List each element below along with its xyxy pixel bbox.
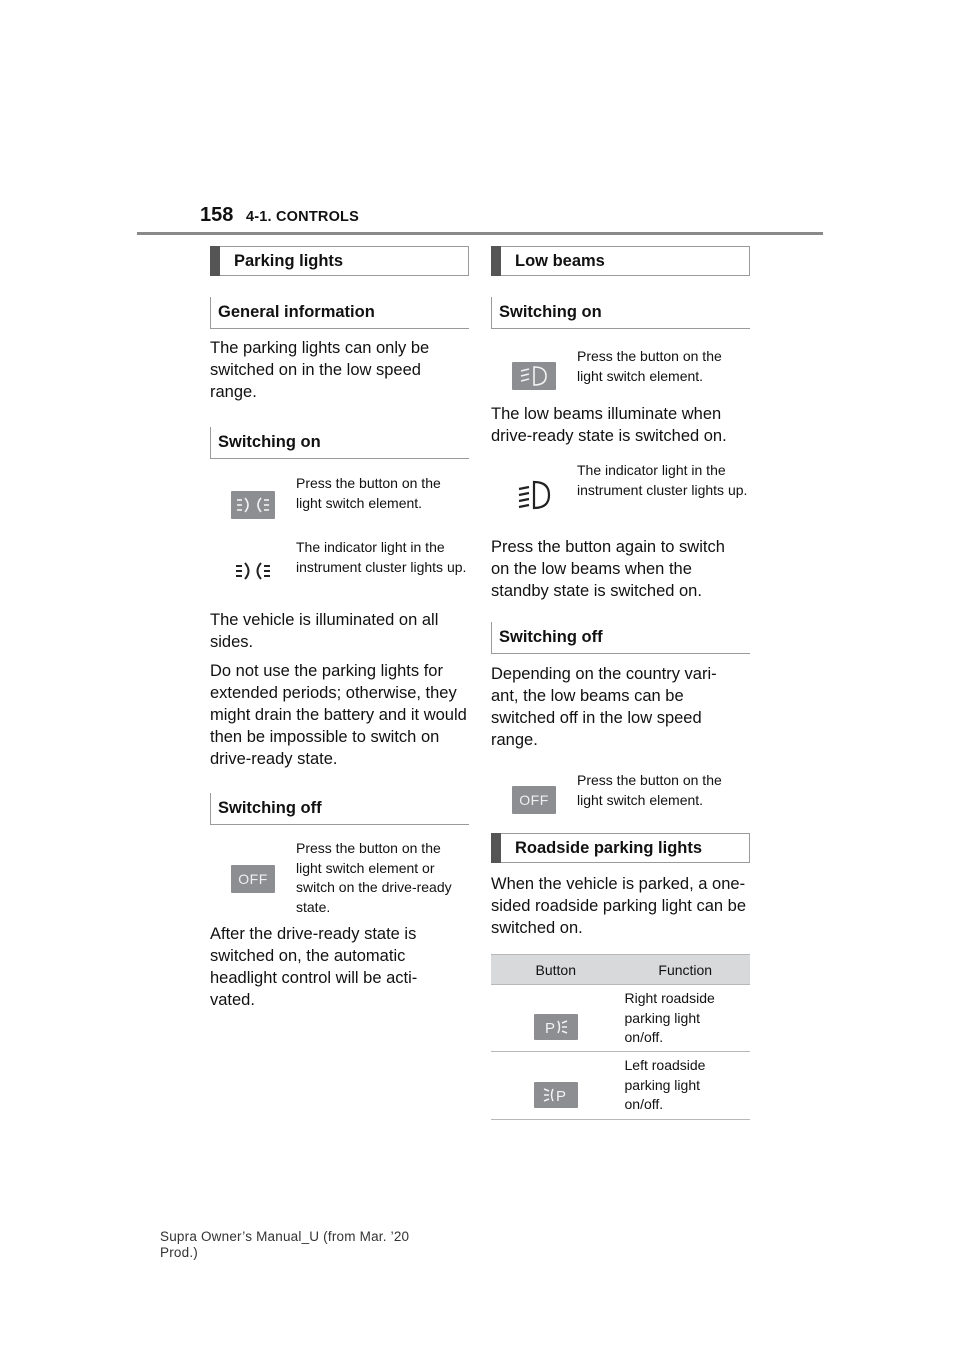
switching-off-heading: Switching off [210, 793, 469, 825]
parking-indicator-icon [234, 560, 272, 582]
footer [160, 1229, 409, 1261]
roadside-function-table [491, 954, 750, 1120]
parking-indicator-text: The indicator light in the instrument cluster lights up. [296, 539, 467, 575]
header-divider [137, 232, 823, 235]
roadside-intro-text: When the vehicle is parked, a one-sided roadside parking light can be switched on. [491, 875, 747, 937]
low-beam-button-text: Press the button on the light switch element. [577, 348, 722, 384]
parking-button-row [210, 474, 469, 526]
table-header [491, 954, 750, 984]
parking-off-text: Press the button on the light switch element or switch on the drive-ready state. [296, 840, 452, 915]
parking-illuminated-text: The vehicle is illuminated on all sides. [210, 611, 439, 651]
parking-lights-button-icon [231, 491, 275, 519]
parking-button-text: Press the button on the light switch element. [296, 475, 441, 511]
off-button-icon: OFF [231, 865, 275, 893]
left-roadside-function: Left roadside parking light on/off. [624, 1057, 706, 1112]
right-roadside-function: Right roadside parking light on/off. [624, 990, 715, 1045]
low-beams-heading: Low beams [491, 246, 750, 276]
low-beams-switching-on-heading: Switching on [491, 297, 750, 329]
low-beam-off-text: Press the button on the light switch element. [577, 772, 722, 808]
parking-warning-text: Do not use the parking lights for extended periods; otherwise, they might drain the battery and it would then be impossible to switch on drive-ready state. [210, 662, 467, 768]
button-column-header: Button [535, 961, 576, 978]
low-beam-button-icon [512, 362, 556, 390]
low-beam-off-row [491, 771, 750, 819]
general-information-text: The parking lights can only be switched on in the low speed range. [210, 339, 430, 401]
svg-text:P: P [544, 1020, 555, 1037]
low-beams-standby-text: Press the button again to switch on the low beams when the standby state is switched on. [491, 538, 725, 600]
low-beam-indicator-icon [516, 479, 552, 511]
low-beam-off-button-icon: OFF [512, 786, 556, 814]
parking-indicator-row [210, 538, 469, 600]
footer-line-1: Supra Owner’s Manual_U (from Mar. ’20 [160, 1229, 410, 1244]
headlight-control-text: After the drive-ready state is switched on, the automatic headlight control will be acti-vated. [210, 925, 418, 1009]
svg-text:P: P [555, 1088, 566, 1105]
function-column-header: Function [658, 961, 713, 978]
left-column [210, 246, 469, 1011]
left-roadside-parking-icon [534, 1082, 578, 1108]
right-roadside-parking-icon [534, 1014, 578, 1040]
low-beam-button-row [491, 347, 750, 395]
table-row [491, 984, 750, 1051]
low-beam-indicator-row [491, 461, 750, 523]
table-row [491, 1051, 750, 1120]
page-number: 158 [200, 204, 234, 226]
low-beams-switching-off-heading: Switching off [491, 622, 750, 654]
section-title: 4-1. CONTROLS [246, 209, 359, 225]
low-beams-country-text: Depending on the country vari-ant, the low beams can be switched off in the low speed range. [491, 665, 717, 749]
general-information-heading: General information [210, 297, 469, 329]
right-column [491, 246, 750, 1120]
low-beam-indicator-text: The indicator light in the instrument cluster lights up. [577, 462, 748, 498]
roadside-parking-heading: Roadside parking lights [491, 833, 750, 863]
switching-on-heading: Switching on [210, 427, 469, 459]
footer-line-2: Prod.) [160, 1245, 198, 1260]
parking-off-row [210, 839, 469, 919]
low-beams-illuminate-text: The low beams illuminate when drive-ready state is switched on. [491, 405, 727, 445]
parking-lights-heading: Parking lights [210, 246, 469, 276]
